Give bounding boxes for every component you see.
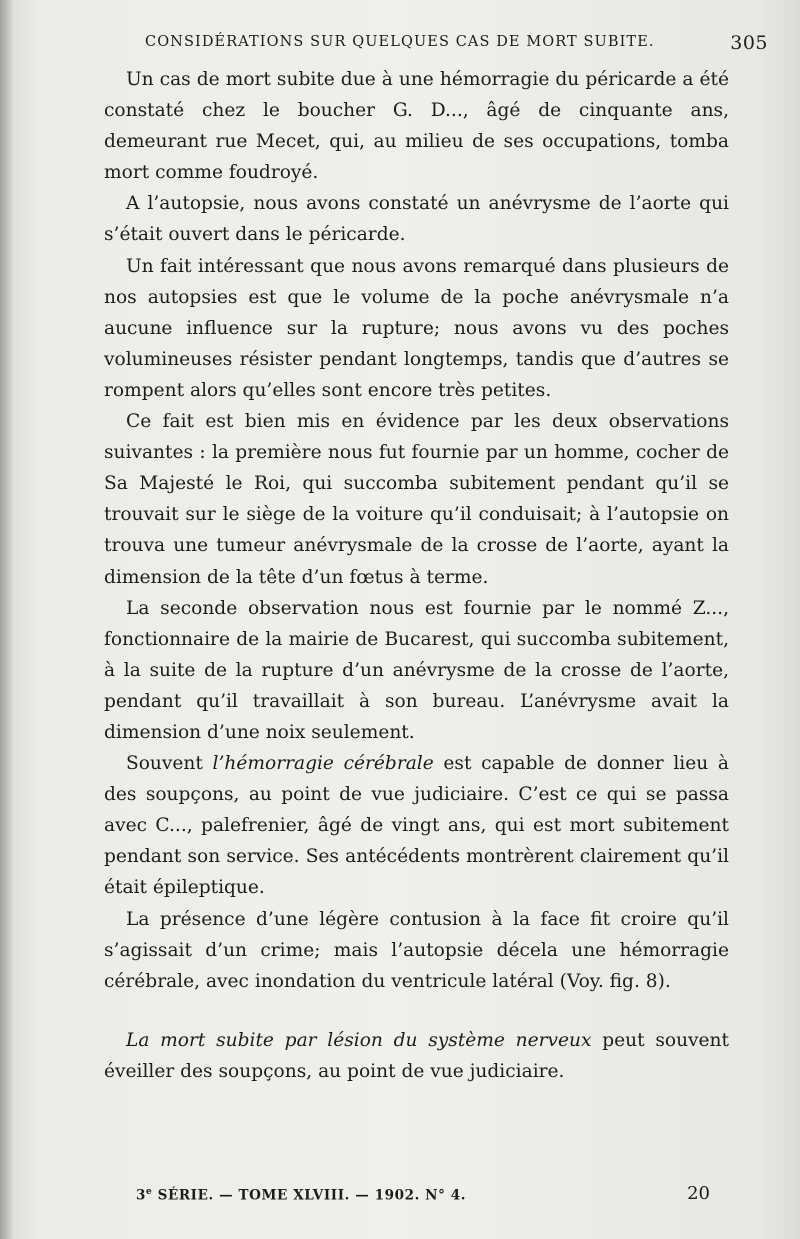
- paragraph: [104, 593, 729, 748]
- binding-shadow: [0, 0, 14, 1239]
- paragraph: [104, 1025, 729, 1087]
- text-run: peut souvent éveiller des soupçons, au point de vue judiciaire.: [104, 1029, 730, 1082]
- running-head: CONSIDÉRATIONS SUR QUELQUES CAS DE MORT SUBITE.: [145, 34, 655, 50]
- paragraph: [104, 406, 729, 593]
- page-footer: [136, 1183, 710, 1207]
- text-run: Un cas de mort subite due à une hémorragie du péricarde a été constaté chez le boucher G. D..., âgé de cinquante ans, demeurant rue Mecet, qui, au milieu de ses occupations, tomba mort comme foudroyé.: [104, 69, 729, 184]
- text-run: La présence d’une légère contusion à la face fit croire qu’il s’agissait d’un crime; mais l’autopsie décela une hémorragie cérébrale, avec inondation du ventricule latéral (Voy. fig. 8).: [104, 908, 729, 992]
- page-number: 305: [730, 32, 768, 54]
- body-text: [104, 64, 729, 1087]
- text-run: Un fait intéressant que nous avons remarqué dans plusieurs de nos autopsies est que le volume de la poche anévrysmale n’a aucune influence sur la rupture; nous avons vu des poches volumineuses résister pendant longtemps, tandis que d’autres se rompent alors qu’elles sont encore très petites.: [104, 255, 729, 401]
- text-run: est capable de donner lieu à des soupçons, au point de vue judiciaire. C’est ce qui se passa avec C..., palefrenier, âgé de vingt ans, qui est mort subitement pendant son service. Ses antécédents montrèrent clairement qu’il était épileptique.: [104, 753, 729, 899]
- paragraph: [104, 251, 729, 406]
- paragraph: [104, 64, 729, 188]
- text-run: Souvent: [126, 753, 213, 775]
- paragraph: [104, 188, 729, 250]
- paragraph: [104, 748, 729, 903]
- italic-phrase: l’hémorragie cérébrale: [212, 753, 434, 775]
- italic-phrase: La mort subite par lésion du système nerveux: [126, 1029, 592, 1051]
- text-run: La seconde observation nous est fournie par le nommé Z..., fonctionnaire de la mairie de Bucarest, qui succomba subitement, à la suite de la rupture d’un anévrysme de la crosse de l’aorte, pendant qu’il travaillait à son bureau. L’anévrysme avait la dimension d’une noix seulement.: [104, 597, 729, 743]
- page-header: [145, 32, 768, 58]
- paragraph: [104, 904, 729, 997]
- text-run: A l’autopsie, nous avons constaté un anévrysme de l’aorte qui s’était ouvert dans le péricarde.: [104, 193, 729, 246]
- printer-signature: 3e SÉRIE. — TOME XLVIII. — 1902. N° 4.: [136, 1187, 467, 1204]
- text-run: Ce fait est bien mis en évidence par les deux observations suivantes : la première nous fut fournie par un homme, cocher de Sa Majesté le Roi, qui succomba subitement pendant qu’il se trouvait sur le siège de la voiture qu’il conduisait; à l’autopsie on trouva une tumeur anévrysmale de la crosse de l’aorte, ayant la dimension de la tête d’un fœtus à terme.: [104, 411, 729, 588]
- sheet-number: 20: [687, 1183, 710, 1204]
